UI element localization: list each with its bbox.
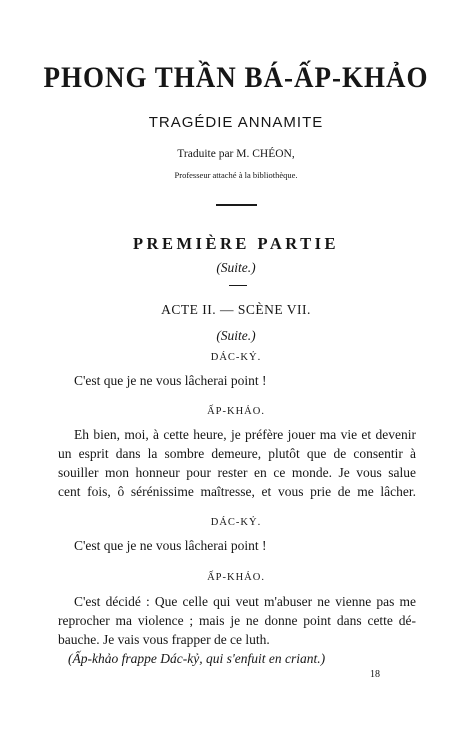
page-title: PHONG THẦN BÁ-ẤP-KHẢO bbox=[43, 60, 429, 94]
part-title: PREMIÈRE PARTIE bbox=[132, 234, 340, 253]
dialogue-line: souiller mon honneur pour rester en ce monde. Je vous salue bbox=[58, 465, 416, 480]
subtitle: TRAGÉDIE ANNAMITE bbox=[148, 114, 324, 131]
dialogue-line: C'est décidé : Que celle qui veut m'abuser ne vienne pas me bbox=[74, 594, 416, 609]
speaker-name: DÁC-KỶ. bbox=[210, 352, 262, 363]
dialogue-line: C'est que je ne vous lâcherai point ! bbox=[74, 538, 267, 553]
translator-credit: Traduite par M. CHÉON, bbox=[177, 148, 295, 160]
speaker-name: DÁC-KỶ. bbox=[210, 517, 262, 528]
dialogue-line: cent fois, ô sérénissime maîtresse, et vous prie de me lâcher. bbox=[58, 484, 416, 499]
dialogue-line: bauche. Je vais vous frapper de ce luth. bbox=[58, 632, 270, 647]
dialogue-line: un esprit dans la sombre demeure, plutôt que de consentir à bbox=[58, 446, 416, 461]
part-suite: (Suite.) bbox=[216, 260, 256, 275]
part-rule bbox=[229, 285, 247, 286]
signature-mark: 18 bbox=[370, 669, 380, 680]
dialogue-line: Eh bien, moi, à cette heure, je préfère jouer ma vie et devenir bbox=[74, 427, 416, 442]
translator-note: Professeur attaché à la bibliothèque. bbox=[174, 170, 298, 180]
speaker-name: ẤP-KHẢO. bbox=[207, 572, 265, 583]
dialogue-line: C'est que je ne vous lâcherai point ! bbox=[74, 373, 267, 388]
act-heading: ACTE II. — SCÈNE VII. bbox=[161, 302, 311, 317]
header-rule bbox=[216, 204, 257, 206]
stage-direction: (Ấp-khảo frappe Dác-kỷ, qui s'enfuit en criant.) bbox=[68, 651, 326, 666]
act-suite: (Suite.) bbox=[216, 328, 256, 343]
speaker-name: ẤP-KHẢO. bbox=[207, 406, 265, 417]
dialogue-line: reprocher ma violence ; mais je ne donne point dans cette dé- bbox=[58, 613, 416, 628]
